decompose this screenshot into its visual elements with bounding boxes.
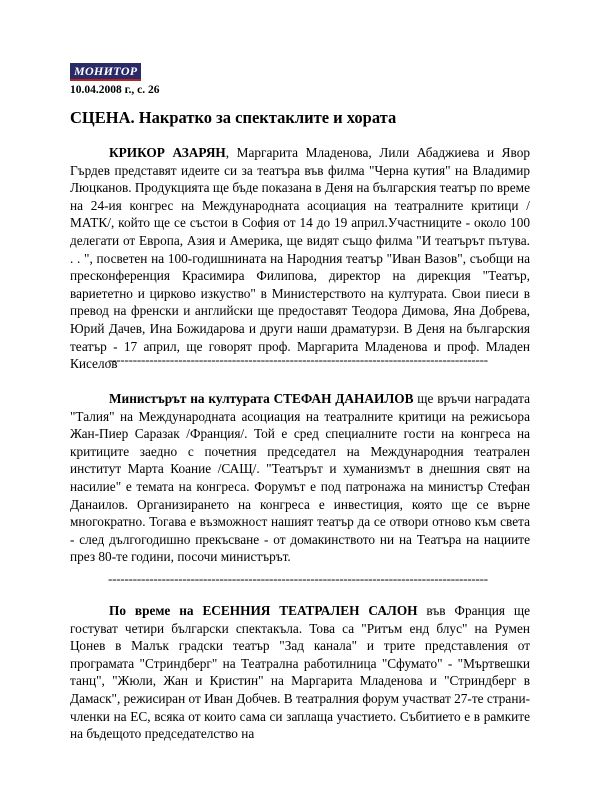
newspaper-logo: МОНИТОР (70, 63, 141, 81)
paragraph-text: ще връчи наградата "Талия" на Международната асоциация на театралните критици на режисьора Жан-Пиер Саразак /Франция/. Той е сред специалните гости на конгреса на критиците заедно с почетния председател на Международния театрален институт Марта Коание /САЩ/. "Театърът и хуманизмът в днешния свят на насилие" е темата на конгреса. Форумът е под патронажа на министър Стефан Данаилов. Организирането на конгреса е инвестиция, която ще се върне многократно. Тогава е възможност нашият театър да се отвори отново към света - след дългогодишно прекъсване - от домакинството ни на Театъра на нациите през 80-те години, посочи министърът. (70, 391, 530, 565)
article-paragraph (70, 390, 530, 566)
paragraph-lead: Министърът на културата СТЕФАН ДАНАИЛОВ (109, 391, 414, 406)
article-paragraph (70, 144, 530, 373)
article-paragraph (70, 602, 530, 743)
separator-line: -------------------------------------------------------------------------------------------- (108, 352, 488, 367)
paragraph-lead: По време на ЕСЕННИЯ ТЕАТРАЛЕН САЛОН (109, 603, 418, 618)
separator-line: -------------------------------------------------------------------------------------------- (108, 571, 488, 586)
paragraph-text: , Маргарита Младенова, Лили Абаджиева и Явор Гърдев представят идеите си за театъра във филма "Черна кутия" на Владимир Люцканов. Продукцията ще бъде показана в Деня на българския театър по време на 24-ия конгрес на Международната асоциация на театралните критици /МАТК/, който ще се състои в София от 14 до 19 април.Участниците - около 100 делегати от Европа, Азия и Америка, ще видят също филма "И театърът пътува. . . ", посветен на 100-годишнината на Народния театър "Иван Вазов", съобщи на пресконференция Красимира Филипова, директор на дирекция "Театър, вариететно и цирково изкуство" в Министерството на културата. Свои пиеси в превод на френски и английски ще предоставят Теодора Димова, Яна Добрева, Юрий Дачев, Ина Божидарова и други наши драматурзи. В Деня на българския театър - 17 април, ще говорят проф. Маргарита Младенова и проф. Младен Киселов (70, 145, 530, 372)
article-title: СЦЕНА. Накратко за спектаклите и хората (70, 108, 397, 127)
date-line: 10.04.2008 г., с. 26 (70, 84, 160, 96)
paragraph-text: във Франция ще гостуват четири български спектакъла. Това са "Ритъм енд блус" на Румен Цонев в Малък градски театър "Зад канала" и трите представления от програмата "Стриндберг" на Театрална работилница "Сфумато" - "Мъртвешки танц", "Жюли, Жан и Кристин" на Маргарита Младенова и "Стриндберг в Дамаск", режисиран от Иван Добчев. В театралния форум участват 27-те страни-членки на ЕС, всяка от които сама си заплаща участието. Събитието е в рамките на бъдещото председателство на (70, 603, 530, 742)
paragraph-lead: КРИКОР АЗАРЯН (109, 145, 226, 160)
